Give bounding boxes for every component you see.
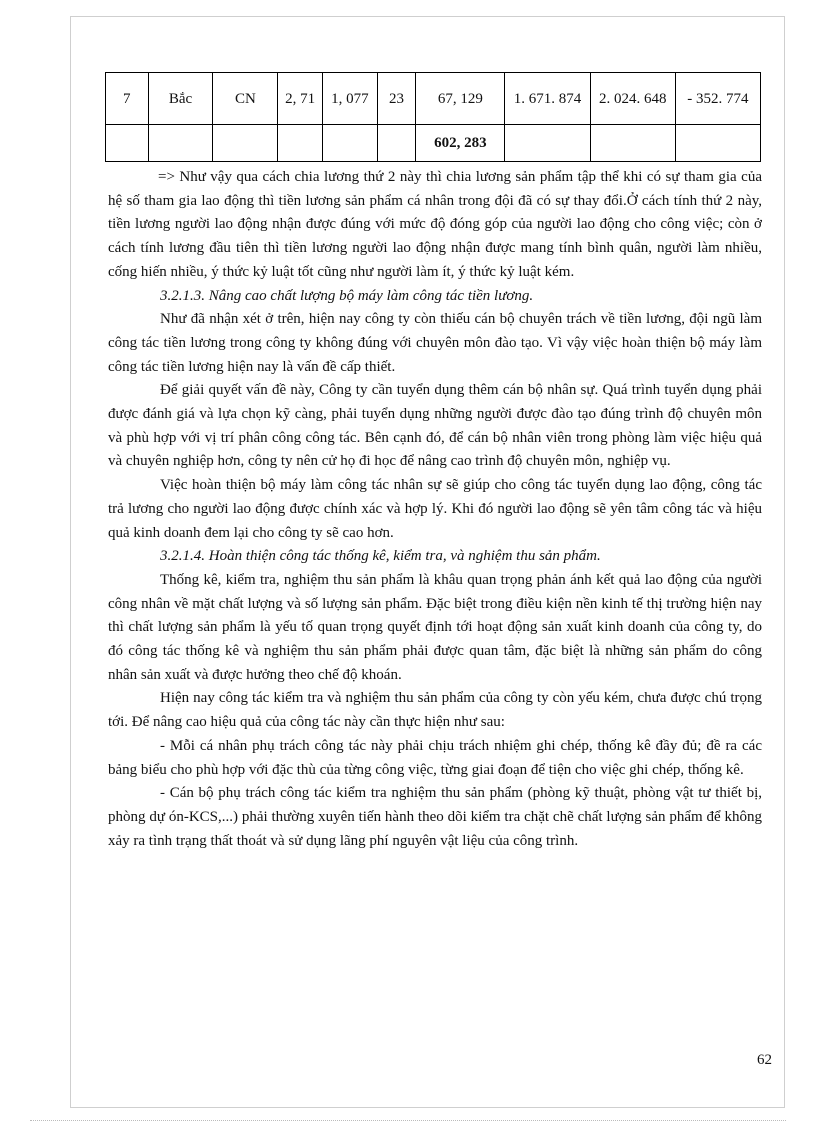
list-item: - Mỗi cá nhân phụ trách công tác này phải chịu trách nhiệm ghi chép, thống kê đầy đủ; đề ra các bảng biểu cho phù hợp với đặc thù của từng công việc, từng giai đoạn để tiện cho việc ghi chép, thống kê. bbox=[108, 737, 762, 778]
table-row bbox=[106, 125, 761, 162]
body-text bbox=[108, 166, 762, 853]
table-cell bbox=[590, 125, 675, 162]
table-cell: CN bbox=[213, 73, 278, 125]
table-cell bbox=[148, 125, 213, 162]
salary-table bbox=[105, 72, 761, 162]
table-cell bbox=[377, 125, 416, 162]
paragraph: Như đã nhận xét ở trên, hiện nay công ty còn thiếu cán bộ chuyên trách về tiền lương, đội ngũ làm công tác tiền lương trong công ty không đúng với chuyên môn đào tạo. Vì vậy việc hoàn thiện bộ máy làm công tác tiền lương hiện nay là vấn đề cấp thiết. bbox=[108, 311, 762, 375]
table-cell bbox=[505, 125, 590, 162]
table-cell: - 352. 774 bbox=[675, 73, 760, 125]
table-total-cell: 602, 283 bbox=[416, 125, 505, 162]
paragraph: Việc hoàn thiện bộ máy làm công tác nhân sự sẽ giúp cho công tác tuyển dụng lao động, công tác trả lương cho người lao động được chính xác và hợp lý. Khi đó người lao động sẽ yên tâm công tác và hiệu quả kinh doanh đem lại cho công ty sẽ cao hơn. bbox=[108, 477, 762, 541]
table-cell: 67, 129 bbox=[416, 73, 505, 125]
list-item: - Cán bộ phụ trách công tác kiểm tra nghiệm thu sản phẩm (phòng kỹ thuật, phòng vật tư thiết bị, phòng dự ón-KCS,...) phải thường xuyên tiến hành theo dõi kiểm tra chặt chẽ chất lượng sản phẩm để không xảy ra tình trạng thất thoát và sử dụng lãng phí nguyên vật liệu của công trình. bbox=[108, 785, 762, 849]
bottom-divider bbox=[30, 1120, 786, 1121]
table-cell: 1, 077 bbox=[322, 73, 377, 125]
paragraph: Hiện nay công tác kiểm tra và nghiệm thu sản phẩm của công ty còn yếu kém, chưa được chú trọng tới. Để nâng cao hiệu quả của công tác này cần thực hiện như sau: bbox=[108, 690, 762, 731]
paragraph: Thống kê, kiểm tra, nghiệm thu sản phẩm là khâu quan trọng phản ánh kết quả lao động của người công nhân về mặt chất lượng và số lượng sản phẩm. Đặc biệt trong điều kiện nền kinh tế thị trường hiện nay thì chất lượng sản phẩm là yếu tố quan trọng quyết định tới hoạt động sản xuất kinh doanh của công ty, do đó công tác thống kê và nghiệm thu sản phẩm phải được quan tâm, đặc biệt là những sản phẩm do công nhân sản xuất và được hưởng theo chế độ khoán. bbox=[108, 571, 762, 683]
table-cell: 7 bbox=[106, 73, 149, 125]
table-cell: Bắc bbox=[148, 73, 213, 125]
table-cell bbox=[213, 125, 278, 162]
table-cell bbox=[106, 125, 149, 162]
page-number: 62 bbox=[757, 1052, 772, 1068]
table-cell: 2. 024. 648 bbox=[590, 73, 675, 125]
paragraph: Để giải quyết vấn đề này, Công ty cần tuyển dụng thêm cán bộ nhân sự. Quá trình tuyển dụng phải được đánh giá và lựa chọn kỹ càng, phải tuyển dụng những người được đào tạo đúng trình độ chuyên môn và phù hợp với vị trí phân công công tác. Bên cạnh đó, để cán bộ nhân viên trong phòng làm việc hiệu quả và chuyên nghiệp hơn, công ty nên cử họ đi học để nâng cao trình độ chuyên môn, nghiệp vụ. bbox=[108, 382, 762, 470]
table-cell bbox=[278, 125, 323, 162]
table-cell: 1. 671. 874 bbox=[505, 73, 590, 125]
table-cell: 23 bbox=[377, 73, 416, 125]
paragraph: => Như vậy qua cách chia lương thứ 2 này thì chia lương sản phẩm tập thể khi có sự tham gia của hệ số tham gia lao động thì tiền lương sản phẩm cá nhân trong đội đã có sự thay đổi.Ở cách tính thứ 2 này, tiền lương người lao động nhận được đúng với mức độ đóng góp của người lao động cho công việc; còn ở cách tính lương đầu tiên thì tiền lương người lao động nhận được mang tính bình quân, người làm nhiều, cống hiến nhiều, ý thức kỷ luật tốt cũng như người làm ít, ý thức kỷ luật kém. bbox=[108, 169, 762, 280]
table-cell bbox=[675, 125, 760, 162]
table-cell bbox=[322, 125, 377, 162]
table-row bbox=[106, 73, 761, 125]
table-cell: 2, 71 bbox=[278, 73, 323, 125]
section-heading: 3.2.1.3. Nâng cao chất lượng bộ máy làm công tác tiền lương. bbox=[160, 287, 534, 304]
section-heading: 3.2.1.4. Hoàn thiện công tác thống kê, kiểm tra, và nghiệm thu sản phẩm. bbox=[160, 548, 601, 565]
